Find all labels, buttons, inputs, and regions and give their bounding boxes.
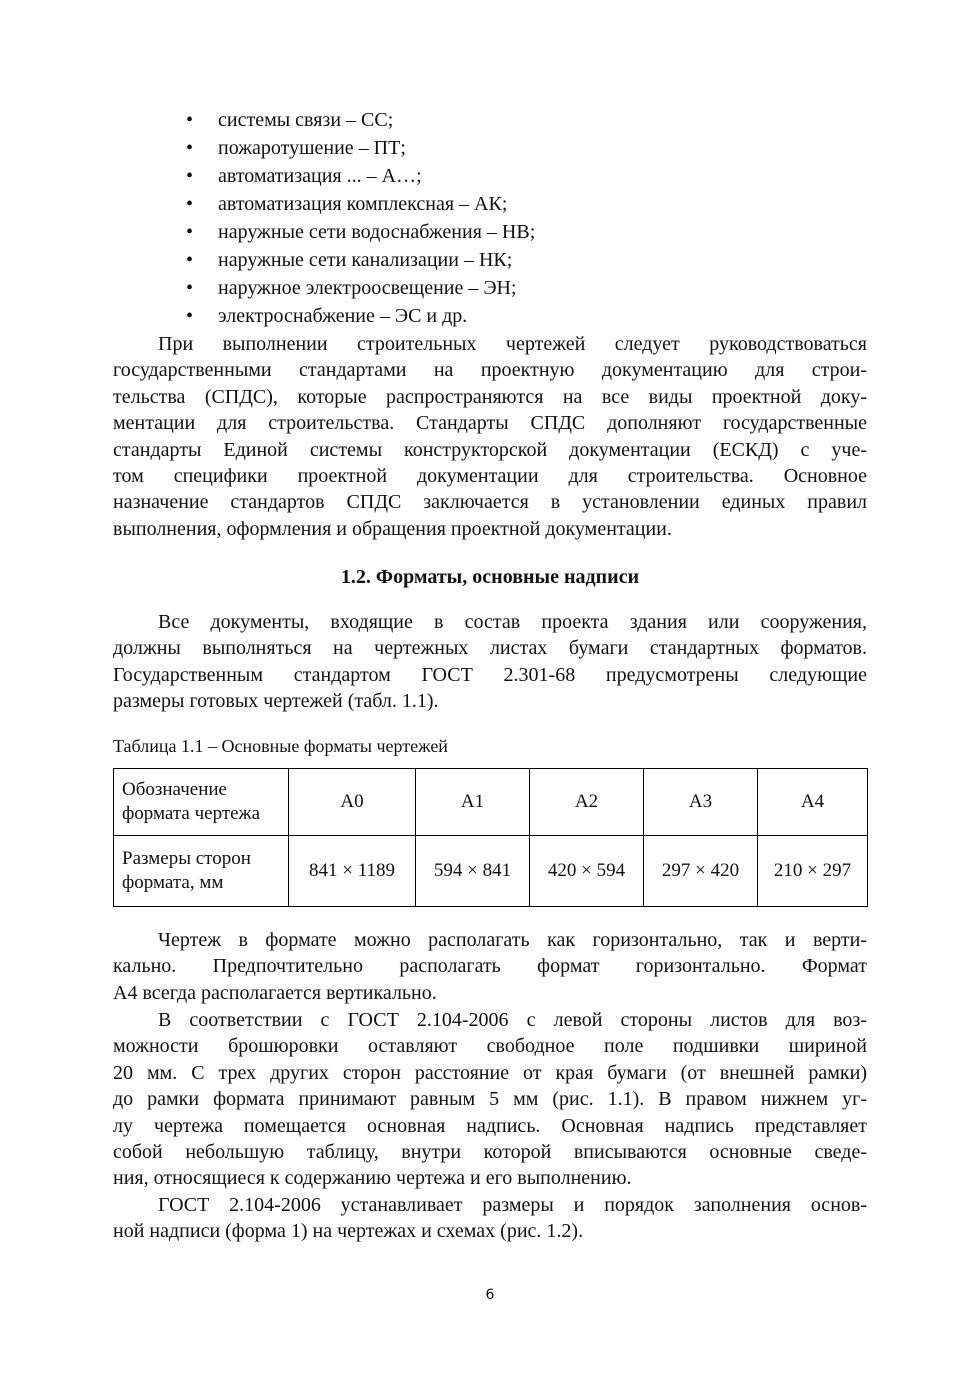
list-item — [186, 274, 535, 302]
paragraph-orientation — [113, 927, 867, 1006]
text-line: до рамки формата принимают равным 5 мм (рис. 1.1). В правом нижнем уг- — [113, 1088, 867, 1111]
text-line: размеры готовых чертежей (табл. 1.1). — [113, 690, 439, 713]
text-line: ГОСТ 2.104-2006 устанавливает размеры и порядок заполнения основ- — [158, 1194, 867, 1216]
paragraph-spds — [113, 331, 867, 542]
table-cell: А2 — [530, 769, 644, 836]
table-header-cell: Обозначение формата чертежа — [114, 769, 289, 836]
text-line: Государственным стандартом ГОСТ 2.301-68 предусмотрены следующие — [113, 663, 867, 686]
table-cell: 297 × 420 — [644, 836, 758, 907]
bullet-icon: • — [186, 109, 194, 131]
paragraph-documents — [113, 609, 867, 715]
table-cell: 210 × 297 — [758, 836, 868, 907]
text-line: тельства (СПДС), которые распространяются на все виды проектной доку- — [113, 385, 867, 408]
table-cell: 594 × 841 — [416, 836, 530, 907]
text-line: собой небольшую таблицу, внутри которой вписываются основные сведе- — [113, 1140, 867, 1163]
list-item — [186, 246, 535, 274]
text-line: Чертеж в формате можно располагать как горизонтально, так и верти- — [158, 929, 867, 951]
text-line: Все документы, входящие в состав проекта здания или сооружения, — [158, 611, 867, 633]
text-line: том специфики проектной документации для строительства. Основное — [113, 464, 867, 487]
text-line: можности брошюровки оставляют свободное поле подшивки шириной — [113, 1035, 867, 1058]
table-cell: А0 — [289, 769, 416, 836]
text-line: должны выполняться на чертежных листах бумаги стандартных форматов. — [113, 637, 867, 660]
list-item-text: наружные сети водоснабжения – НВ; — [218, 221, 536, 243]
table-header-cell: Размеры сторон формата, мм — [114, 836, 289, 907]
list-item-text: электроснабжение – ЭС и др. — [218, 305, 468, 327]
table-cell: А1 — [416, 769, 530, 836]
text-line: государственными стандартами на проектную документацию для строи- — [113, 359, 867, 382]
text-line: В соответствии с ГОСТ 2.104-2006 с левой стороны листов для воз- — [158, 1009, 867, 1031]
page-number: 6 — [485, 1287, 495, 1303]
paragraph-margins — [113, 1007, 867, 1192]
table-cell: 420 × 594 — [530, 836, 644, 907]
text-line: 20 мм. С трех других сторон расстояние от края бумаги (от внешней рамки) — [113, 1061, 867, 1084]
text-line: А4 всегда располагается вертикально. — [113, 981, 437, 1004]
list-item — [186, 134, 535, 162]
table-cell: 841 × 1189 — [289, 836, 416, 907]
list-item — [186, 190, 535, 218]
list-item-text: пожаротушение – ПТ; — [218, 137, 406, 159]
text-line: ной надписи (форма 1) на чертежах и схемах (рис. 1.2). — [113, 1220, 584, 1243]
list-item-text: автоматизация комплексная – АК; — [218, 193, 508, 215]
table-row — [114, 769, 868, 836]
list-item-text: наружное электроосвещение – ЭН; — [218, 277, 517, 299]
list-item — [186, 162, 535, 190]
bullet-icon: • — [186, 221, 194, 243]
text-line: кально. Предпочтительно располагать формат горизонтально. Формат — [113, 955, 867, 978]
bullet-icon: • — [186, 249, 194, 271]
text-line: ментации для строительства. Стандарты СПДС дополняют государственные — [113, 412, 867, 435]
list-item — [186, 106, 535, 134]
table-cell: А4 — [758, 769, 868, 836]
list-item — [186, 218, 535, 246]
bullet-icon: • — [186, 305, 194, 327]
section-heading: 1.2. Форматы, основные надписи — [340, 566, 640, 588]
list-item-text: автоматизация ... – А…; — [218, 165, 422, 187]
table-cell: А3 — [644, 769, 758, 836]
text-line: выполнения, оформления и обращения проектной документации. — [113, 517, 672, 540]
bullet-icon: • — [186, 277, 194, 299]
text-line: назначение стандартов СПДС заключается в установлении единых правил — [113, 491, 867, 514]
bullet-list — [186, 106, 535, 330]
list-item-text: наружные сети канализации – НК; — [218, 249, 513, 271]
paragraph-title-block — [113, 1192, 867, 1245]
list-item — [186, 302, 535, 330]
formats-table — [113, 768, 868, 907]
bullet-icon: • — [186, 165, 194, 187]
bullet-icon: • — [186, 193, 194, 215]
text-line: ния, относящиеся к содержанию чертежа и его выполнению. — [113, 1167, 632, 1190]
list-item-text: системы связи – СС; — [218, 109, 394, 131]
table-caption: Таблица 1.1 – Основные форматы чертежей — [113, 736, 448, 756]
text-line: При выполнении строительных чертежей следует руководствоваться — [158, 333, 867, 355]
text-line: стандарты Единой системы конструкторской документации (ЕСКД) с уче- — [113, 438, 867, 461]
bullet-icon: • — [186, 137, 194, 159]
table-row — [114, 836, 868, 907]
text-line: лу чертежа помещается основная надпись. Основная надпись представляет — [113, 1114, 867, 1137]
